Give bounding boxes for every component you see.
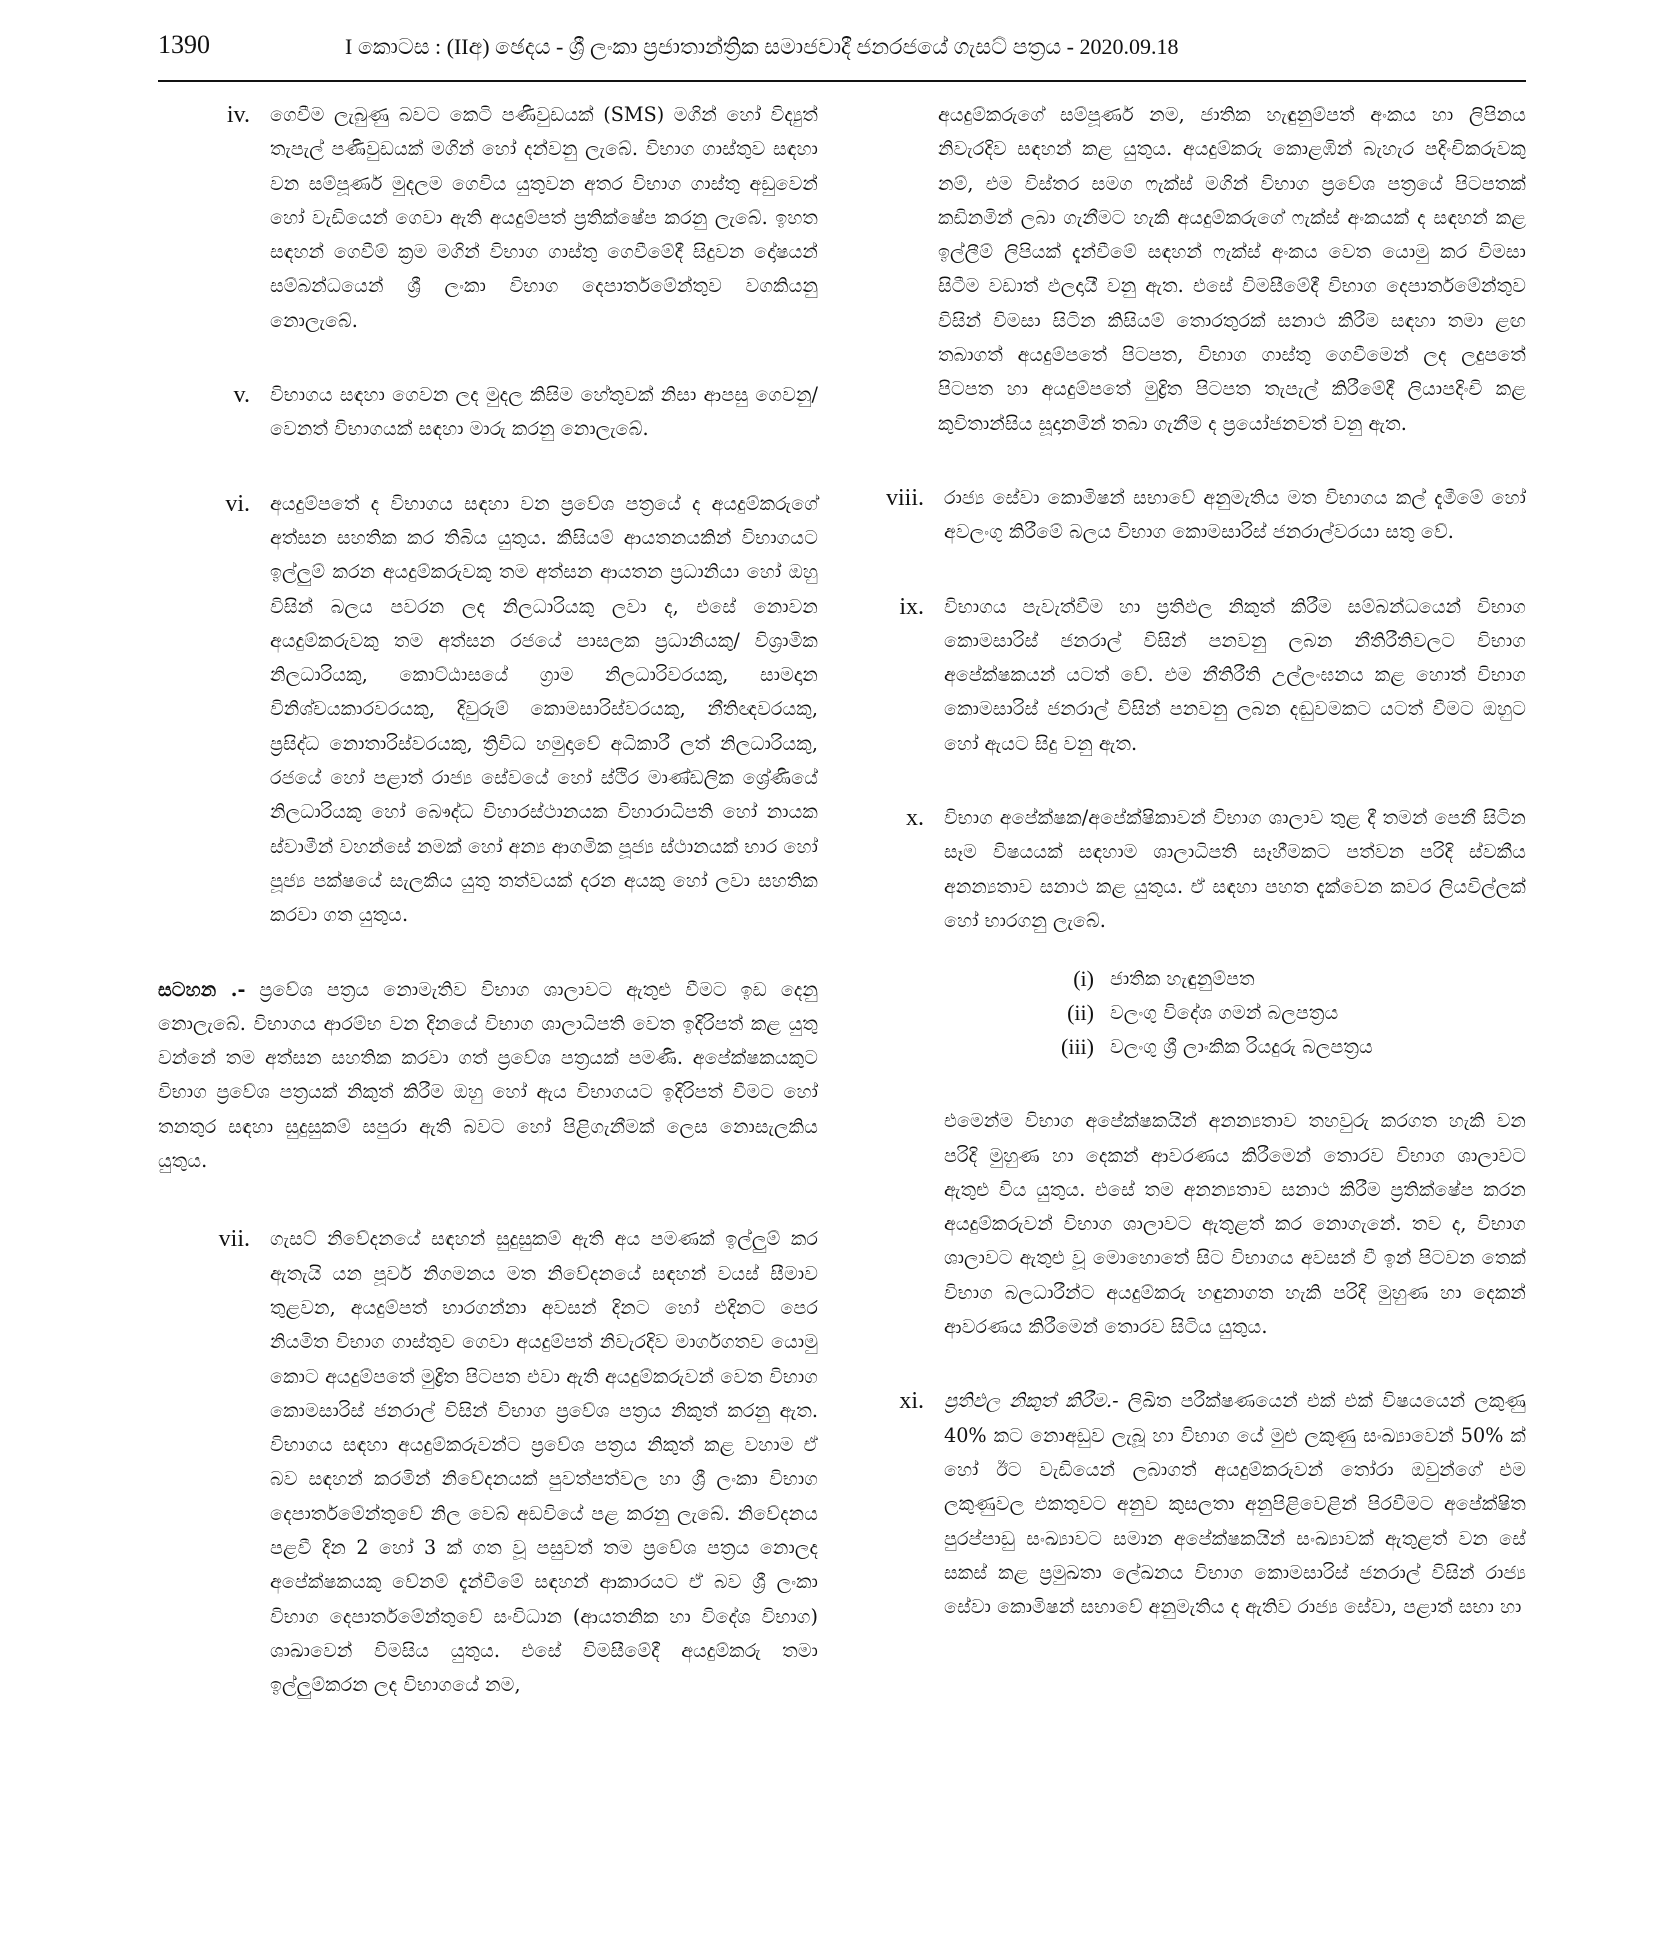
clause-vii-continued: අයදුම්කරුගේ සම්පූර්ණ නම, ජාතික හැඳුනුම්පත් අංකය හා ලිපිනය නිවැරදිව සඳහන් කළ යුතුය. අයදුම්කරු කොළඹින් බැහැර පදිංචිකරුවකු නම්, එම විස්තර සමග ෆැක්ස් මගින් විභාග ප්‍රවේශ පත්‍රයේ පිටපතක් කඩිනමින් ලබා ගැනීමට හැකි අයදුම්කරුගේ ෆැක්ස් අංකයක් ද සඳහන් කළ ඉල්ලීම් ලිපියක් දැන්වීමේ සඳහන් ෆැක්ස් අංකය වෙත යොමු කර විමසා සිටීම වඩාත් ඵලදායී වනු ඇත. එසේ විමසීමේදී විභාග දෙපාර්තමේන්තුව විසින් විමසා සිටින කිසියම් තොරතුරක් සනාථ කිරීම සඳහා තමා ළඟ තබාගත් අයදුම්පතේ පිටපත, විභාග ගාස්තු ගෙවීමෙන් ලද ලදුපතේ පිටපත හා අයදුම්පතේ මුද්‍රිත පිටපත තැපැල් කිරීමේදී ලියාපදිංචි කළ කුවිතාන්සිය සූදානමින් තබා ගැනීම ද ප්‍රයෝජනවත් වනු ඇත. xyxy=(938,103,1526,435)
clause-vii xyxy=(158,1222,818,1702)
clause-number: x. xyxy=(906,805,924,832)
clause-x xyxy=(866,801,1526,938)
clause-text: ගැසට් නිවේදනයේ සඳහන් සුදුසුකම් ඇති අය පමණක් ඉල්ලුම් කර ඇතැයි යන පූර්ව නිගමනය මත නිවේදනයේ සඳහන් වයස් සීමාව තුළවන, අයදුම්පත් භාරගන්නා අවසන් දිනට හෝ එදිනට පෙර නියමිත විභාග ගාස්තුව ගෙවා අයදුම්පත් නිවැරදිව මාර්ගගතව යොමු කොට අයදුම්පතේ මුද්‍රිත පිටපත එවා ඇති අයදුම්කරුවන් වෙත විභාග කොමසාරිස් ජනරාල් විසින් විභාග ප්‍රවේශ පත්‍රය නිකුත් කරනු ඇත. විභාගය සඳහා අයදුම්කරුවන්ට ප්‍රවේශ පත්‍රය නිකුත් කළ වහාම ඒ බව සඳහන් කරමින් නිවේදනයක් පුවත්පත්වල හා ශ්‍රී ලංකා විභාග දෙපාර්තමේන්තුවේ නිල වෙබ් අඩවියේ පළ කරනු ලැබේ. නිවේදනය පළවී දින 2 හෝ 3 ක් ගත වූ පසුවත් තම ප්‍රවේශ පත්‍රය නොලද අපේක්ෂකයකු වේනම් දැන්වීමේ සඳහන් ආකාරයට ඒ බව ශ්‍රී ලංකා විභාග දෙපාර්තමේන්තුවේ සංවිධාන (ආයතනික හා විදේශ විභාග) ශාඛාවෙන් විමසිය යුතුය. එසේ විමසීමේදී අයදුම්කරු තමා ඉල්ලුම්කරන ලද විභාගයේ නම, xyxy=(270,1227,818,1697)
clause-lead: ප්‍රතිඵල නිකුත් කිරීම.- xyxy=(944,1389,1119,1413)
clause-number: xi. xyxy=(899,1388,924,1415)
clause-iv xyxy=(158,98,818,338)
page-number: 1390 xyxy=(158,30,210,59)
clause-body: ලිඛිත පරීක්ෂණයෙන් එක් එක් විෂයයෙන් ලකුණු 40% කට නොඅඩුව ලැබූ හා විභාග යේ මුළු ලකුණු සංඛ්‍යාවෙන් 50% ක් හෝ ඊට වැඩියෙන් ලබාගත් අයදුම්කරුවන් තෝරා ඔවුන්ගේ එම ලකුණුවල එකතුවට අනුව කුසලතා අනුපිළිවෙළින් පිරවීමට අපේක්ෂිත පුරප්පාඩු සංඛ්‍යාවට සමාන අපේක්ෂකයින් සංඛ්‍යාවක් ඇතුළත් වන සේ සකස් කළ ප්‍රමුඛතා ලේඛනය විභාග කොමසාරිස් ජනරාල් විසින් රාජ්‍ය සේවා කොමිෂන් සභාවේ අනුමැතිය ද ඇතිව රාජ්‍ය සේවා, පළාත් සභා හා xyxy=(944,1389,1527,1619)
list-item xyxy=(1042,1030,1526,1064)
clause-text: විභාගය සඳහා ගෙවන ලද මුදල කිසිම හේතුවක් නිසා ආපසු ගෙවනු/වෙනත් විභාගයක් සඳහා මාරු කරනු නොලැබේ. xyxy=(270,383,818,441)
note-lead: සටහන .- xyxy=(158,977,246,1001)
list-item xyxy=(1042,996,1526,1030)
right-column xyxy=(866,98,1526,1664)
list-item xyxy=(1042,962,1526,996)
clause-text: විභාග අපේක්ෂක/අපේක්ෂිකාවන් විභාග ශාලාව තුළ දී තමන් පෙනී සිටින සෑම විෂයයක් සඳහාම ශාලාධිපති සෑහීමකට පත්වන පරිදි ස්වකීය අනන්‍යතාව සනාථ කළ යුතුය. ඒ සඳහා පහත දැක්වෙන කවර ලියවිල්ලක් හෝ භාරගනු ලැබේ. xyxy=(944,806,1526,932)
list-item-number: (ii) xyxy=(1067,1000,1094,1026)
clause-text: විභාගය පැවැත්වීම හා ප්‍රතිඵල නිකුත් කිරීම සම්බන්ධයෙන් විභාග කොමසාරිස් ජනරාල් විසින් පනවනු ලබන නීතිරීතිවලට විභාග අපේක්ෂකයන් යටත් වේ. එම නීතිරීති උල්ලංඝනය කළ හොත් විභාග කොමසාරිස් ජනරාල් විසින් පනවනු ලබන දඬුවමකට යටත් වීමට ඔහුට හෝ ඇයට සිදු වනු ඇත. xyxy=(944,594,1526,755)
note-paragraph xyxy=(158,973,818,1179)
clause-viii xyxy=(866,481,1526,550)
clause-number: vii. xyxy=(218,1226,250,1253)
clause-number: iv. xyxy=(226,102,250,128)
clause-number: v. xyxy=(233,382,250,409)
list-item-number: (i) xyxy=(1073,966,1094,992)
clause-text: රාජ්‍ය සේවා කොමිෂන් සභාවේ අනුමැතිය මත විභාගය කල් දැමීමේ හෝ අවලංගු කිරීමේ බලය විභාග කොමසාරිස් ජනරාල්වරයා සතු වේ. xyxy=(944,485,1526,544)
clause-xi xyxy=(866,1384,1526,1624)
clause-vi xyxy=(158,487,818,933)
clause-number: vi. xyxy=(225,490,250,517)
clause-v xyxy=(158,378,818,447)
list-item-text: ජාතික හැඳුනුම්පත xyxy=(1110,967,1255,991)
list-item-text: වලංගු විදේශ ගමන් බලපත්‍රය xyxy=(1110,1001,1339,1025)
clause-text xyxy=(944,1384,1526,1624)
left-column xyxy=(158,98,818,1742)
list-item-number: (iii) xyxy=(1061,1034,1094,1060)
identity-paragraph: එමෙන්ම විභාග අපේක්ෂකයින් අනන්‍යතාව තහවුරු කරගත හැකි වන පරිදි මුහුණ හා දෙකන් ආවරණය කිරීමෙන් තොරව විභාග ශාලාවට ඇතුළු විය යුතුය. එසේ තම අනන්‍යතාව සනාථ කිරීම ප්‍රතික්ෂේප කරන අයදුම්කරුවන් විභාග ශාලාවට ඇතුළත් කර නොගැනේ. තව ද, විභාග ශාලාවට ඇතුළු වූ මොහොතේ සිට විභාගය අවසන් වී ඉන් පිටවන තෙක් විභාග බලධාරීන්ට අයදුම්කරු හඳුනාගත හැකි පරිදි මුහුණ හා දෙකන් ආවරණය කිරීමෙන් තොරව සිටිය යුතුය. xyxy=(944,1109,1526,1339)
clause-text: ගෙවීම ලැබුණු බවට කෙටි පණිවුඩයක් (SMS) මගින් හෝ විද්‍යුත් තැපැල් පණිවුඩයක් මගින් හෝ දන්වනු ලැබේ. විභාග ගාස්තුව සඳහා වන සම්පූර්ණ මුදලම ගෙවිය යුතුවන අතර විභාග ගාස්තු අඩුවෙන් හෝ වැඩියෙන් ගෙවා ඇති අයදුම්පත් ප්‍රතික්ෂේප කරනු ලැබේ. ඉහත සඳහන් ගෙවීම් ක්‍රම මගින් විභාග ගාස්තු ගෙවීමේදී සිදුවන දෝෂයන් සම්බන්ධයෙන් ශ්‍රී ලංකා විභාග දෙපාර්තමේන්තුව වගකියනු නොලැබේ. xyxy=(270,103,818,332)
clause-text: අයදුම්පතේ ද විභාගය සඳහා වන ප්‍රවේශ පත්‍රයේ ද අයදුම්කරුගේ අත්සන සහතික කර තිබිය යුතුය. කිසියම් ආයතනයකින් විභාගයට ඉල්ලුම් කරන අයදුම්කරුවකු තම අත්සන ආයතන ප්‍රධානියා හෝ ඔහු විසින් බලය පවරන ලද නිලධාරියකු ලවා ද, එසේ නොවන අයදුම්කරුවකු තම අත්සන රජයේ පාසලක ප්‍රධානියකු/ විශ්‍රාමික නිලධාරියකු, කොට්ඨාසයේ ග්‍රාම නිලධාරිවරයකු, සාමදාන විනිශ්චයකාරවරයකු, දිවුරුම් කොමසාරිස්වරයකු, නීතිඥවරයකු, ප්‍රසිද්ධ නොතාරිස්වරයකු, ත්‍රිවිධ හමුදාවේ අධිකාරී ලත් නිලධාරියකු, රජයේ හෝ පළාත් රාජ්‍ය සේවයේ හෝ ස්ථිර මාණ්ඩලික ශ්‍රේණියේ නිලධාරියකු හෝ බෞද්ධ විහාරස්ථානයක විහාරාධිපති හෝ නායක ස්වාමීන් වහන්සේ නමක් හෝ අන්‍ය ආගමික පූජ්‍ය ස්ථානයක් භාර හෝ පූජ්‍ය පක්ෂයේ සැලකිය යුතු තත්වයක් දරන අයකු හෝ ලවා සහතික කරවා ගත යුතුය. xyxy=(270,491,818,927)
id-document-list xyxy=(1042,962,1526,1064)
header-rule xyxy=(158,80,1526,82)
list-item-text: වලංගු ශ්‍රී ලාංකික රියදුරු බලපත්‍රය xyxy=(1110,1035,1373,1059)
clause-number: ix. xyxy=(899,593,924,620)
note-text: ප්‍රවේශ පත්‍රය නොමැතිව විභාග ශාලාවට ඇතුළු වීමට ඉඩ දෙනු නොලැබේ. විභාගය ආරම්භ වන දිනයේ විභාග ශාලාධිපති වෙත ඉදිරිපත් කළ යුතු වන්නේ තම අත්සන සහතික කරවා ගත් ප්‍රවේශ පත්‍රයක් පමණි. අපේක්ෂකයකුට විභාග ප්‍රවේශ පත්‍රයක් නිකුත් කිරීම ඔහු හෝ ඇය විභාගයට ඉදිරිපත් වීමට හෝ තනතුර සඳහා සුදුසුකම් සපුරා ඇති බවට හෝ පිළිගැනීමක් ලෙස නොසැලකිය යුතුය. xyxy=(158,977,818,1173)
running-title: I කොටස : (IIඅ) ඡෙදය - ශ්‍රී ලංකා ප්‍රජාතාන්ත්‍රික සමාජවාදී ජනරජයේ ගැසට් පත්‍රය - 2020.09.18 xyxy=(345,34,1179,59)
clause-ix xyxy=(866,590,1526,761)
clause-number: viii. xyxy=(885,484,924,511)
